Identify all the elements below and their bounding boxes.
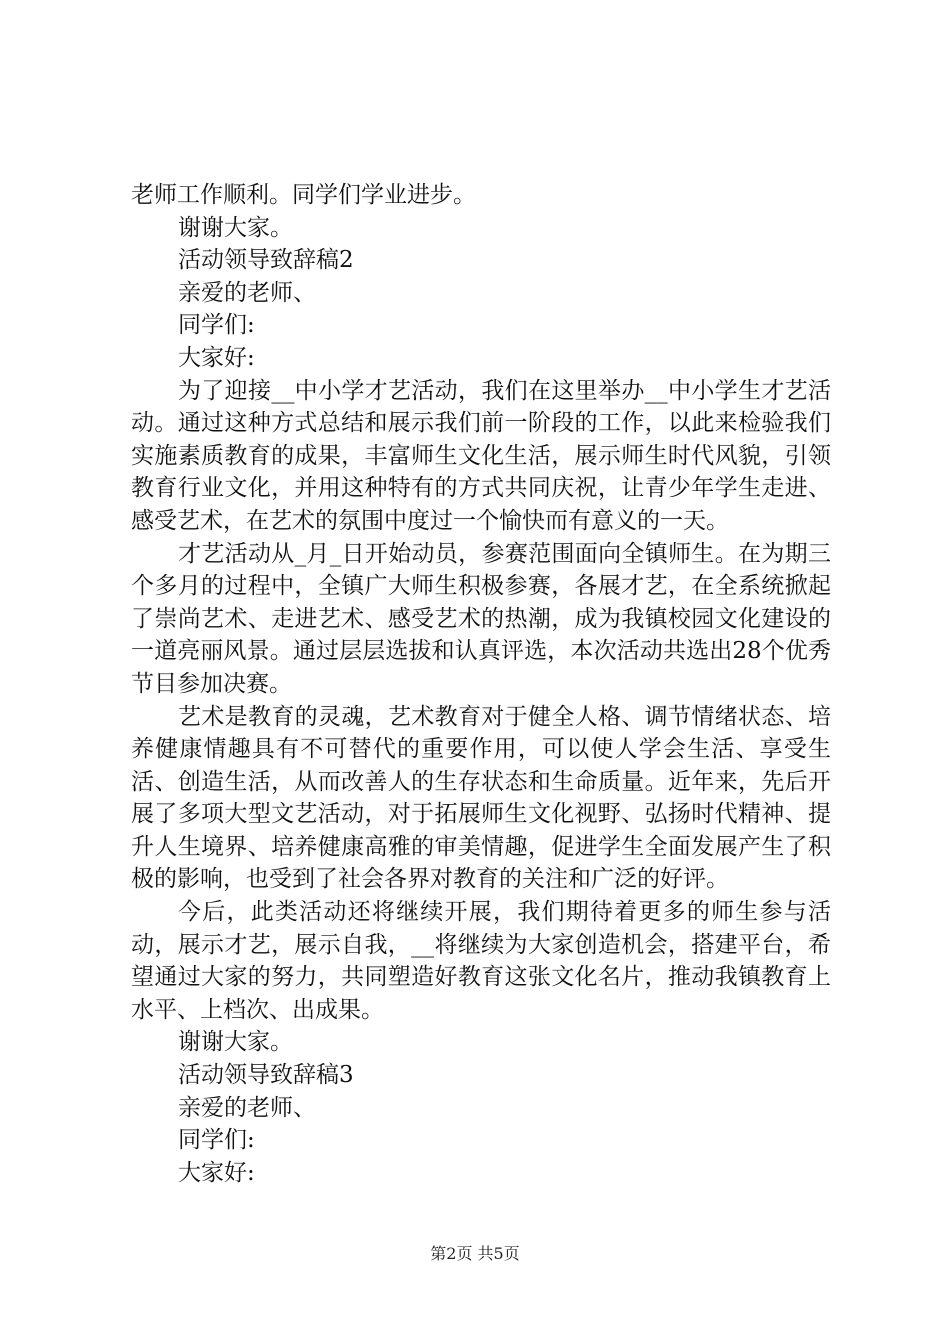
page-number: 第2页 共5页 (430, 1244, 520, 1263)
text-line: 老师工作顺利。同学们学业进步。 (131, 182, 476, 208)
salutation-teachers: 亲爱的老师、 (178, 1094, 316, 1121)
section-title: 活动领导致辞稿2 (178, 247, 354, 274)
section-title: 活动领导致辞稿3 (178, 1062, 354, 1089)
thanks-line: 谢谢大家。 (178, 214, 293, 241)
salutation-students: 同学们: (178, 1127, 255, 1154)
greeting-line: 大家好: (178, 1159, 255, 1186)
thanks-line: 谢谢大家。 (178, 1029, 293, 1056)
paragraph: 才艺活动从_月_日开始动员，参赛范围面向全镇师生。在为期三个多月的过程中，全镇广大师生积极参赛，各展才艺，在全系统掀起了崇尚艺术、走进艺术、感受艺术的热潮，成为我镇校园文化建设的一道亮丽风景。通过层层选拔和认真评选，本次活动共选出28个优秀节目参加决赛。 (131, 540, 831, 697)
document-body (131, 179, 831, 1189)
salutation-students: 同学们: (178, 312, 255, 339)
paragraph: 艺术是教育的灵魂，艺术教育对于健全人格、调节情绪状态、培养健康情趣具有不可替代的重要作用，可以使人学会生活、享受生活、创造生活，从而改善人的生存状态和生命质量。近年来，先后开展了多项大型文艺活动，对于拓展师生文化视野、弘扬时代精神、提升人生境界、培养健康高雅的审美情趣，促进学生全面发展产生了积极的影响，也受到了社会各界对教育的关注和广泛的好评。 (131, 703, 831, 893)
salutation-teachers: 亲爱的老师、 (178, 279, 316, 306)
paragraph: 今后，此类活动还将继续开展，我们期待着更多的师生参与活动，展示才艺，展示自我，__将继续为大家创造机会，搭建平台，希望通过大家的努力，共同塑造好教育这张文化名片，推动我镇教育上水平、上档次、出成果。 (131, 899, 831, 1023)
greeting-line: 大家好: (178, 344, 255, 371)
paragraph: 为了迎接__中小学才艺活动，我们在这里举办__中小学生才艺活动。通过这种方式总结和展示我们前一阶段的工作，以此来检验我们实施素质教育的成果，丰富师生文化生活，展示师生时代风貌，引领教育行业文化，并用这种特有的方式共同庆祝，让青少年学生走进、感受艺术，在艺术的氛围中度过一个愉快而有意义的一天。 (131, 377, 831, 534)
